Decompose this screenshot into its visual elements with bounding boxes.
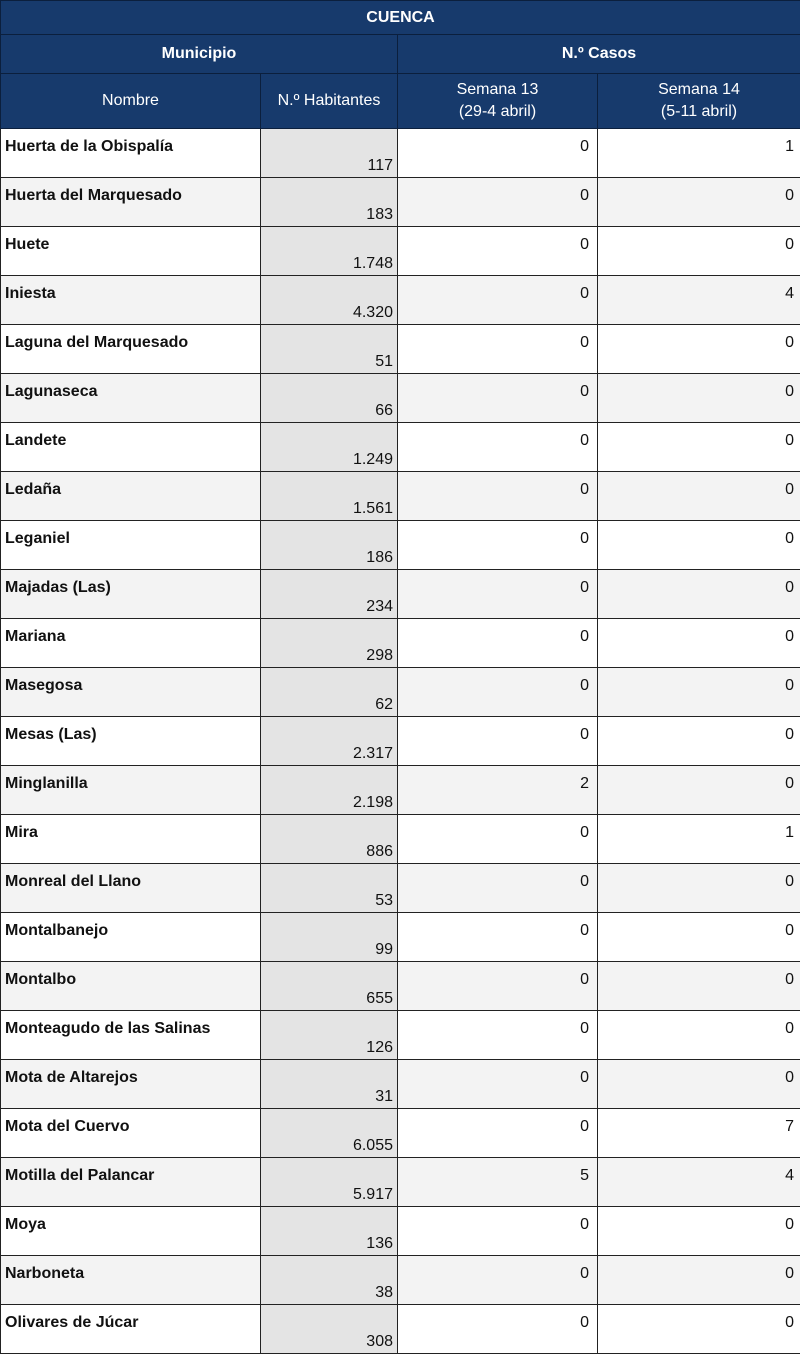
habitantes-cell: 1.249 xyxy=(261,423,398,472)
semana-13-cases-cell: 0 xyxy=(398,1256,598,1305)
habitantes-cell: 234 xyxy=(261,570,398,619)
table-row xyxy=(1,227,800,276)
habitantes-cell: 2.198 xyxy=(261,766,398,815)
table-row xyxy=(1,521,800,570)
semana-14-cases-cell: 0 xyxy=(598,178,800,227)
semana-13-cases-cell: 0 xyxy=(398,1207,598,1256)
table-row xyxy=(1,178,800,227)
municipio-name-cell: Minglanilla xyxy=(1,766,261,815)
semana-13-cases-cell: 0 xyxy=(398,325,598,374)
habitantes-cell: 126 xyxy=(261,1011,398,1060)
habitantes-cell: 117 xyxy=(261,129,398,178)
semana-13-cases-cell: 0 xyxy=(398,1060,598,1109)
municipio-name-cell: Montalbo xyxy=(1,962,261,1011)
semana-14-cases-cell: 7 xyxy=(598,1109,800,1158)
table-row xyxy=(1,815,800,864)
semana-14-cases-cell: 0 xyxy=(598,962,800,1011)
table-row xyxy=(1,374,800,423)
table-row xyxy=(1,717,800,766)
table-body xyxy=(1,129,800,1354)
habitantes-cell: 2.317 xyxy=(261,717,398,766)
semana-13-cases-cell: 0 xyxy=(398,374,598,423)
habitantes-cell: 308 xyxy=(261,1305,398,1354)
habitantes-cell: 183 xyxy=(261,178,398,227)
table-row xyxy=(1,1011,800,1060)
group-header-municipio: Municipio xyxy=(1,35,398,74)
municipio-name-cell: Huerta de la Obispalía xyxy=(1,129,261,178)
municipio-name-cell: Huete xyxy=(1,227,261,276)
habitantes-cell: 31 xyxy=(261,1060,398,1109)
semana-14-cases-cell: 0 xyxy=(598,619,800,668)
title-row xyxy=(1,1,800,35)
column-header-habitantes: N.º Habitantes xyxy=(261,74,398,129)
group-header-row xyxy=(1,35,800,74)
municipio-name-cell: Landete xyxy=(1,423,261,472)
table-row xyxy=(1,129,800,178)
column-header-semana-13-line2: (29-4 abril) xyxy=(398,101,597,123)
semana-14-cases-cell: 0 xyxy=(598,717,800,766)
semana-14-cases-cell: 0 xyxy=(598,570,800,619)
semana-14-cases-cell: 4 xyxy=(598,276,800,325)
table-row xyxy=(1,1207,800,1256)
semana-13-cases-cell: 0 xyxy=(398,962,598,1011)
semana-14-cases-cell: 0 xyxy=(598,1011,800,1060)
habitantes-cell: 53 xyxy=(261,864,398,913)
semana-13-cases-cell: 0 xyxy=(398,227,598,276)
habitantes-cell: 38 xyxy=(261,1256,398,1305)
semana-14-cases-cell: 0 xyxy=(598,1060,800,1109)
semana-14-cases-cell: 0 xyxy=(598,1207,800,1256)
habitantes-cell: 5.917 xyxy=(261,1158,398,1207)
column-header-semana-13 xyxy=(398,74,598,129)
semana-14-cases-cell: 0 xyxy=(598,668,800,717)
municipio-name-cell: Motilla del Palancar xyxy=(1,1158,261,1207)
column-header-semana-13-line1: Semana 13 xyxy=(398,79,597,101)
municipio-name-cell: Huerta del Marquesado xyxy=(1,178,261,227)
habitantes-cell: 1.748 xyxy=(261,227,398,276)
municipio-name-cell: Leganiel xyxy=(1,521,261,570)
habitantes-cell: 4.320 xyxy=(261,276,398,325)
semana-13-cases-cell: 0 xyxy=(398,178,598,227)
semana-14-cases-cell: 4 xyxy=(598,1158,800,1207)
habitantes-cell: 66 xyxy=(261,374,398,423)
table-row xyxy=(1,1158,800,1207)
semana-14-cases-cell: 0 xyxy=(598,1256,800,1305)
habitantes-cell: 6.055 xyxy=(261,1109,398,1158)
table-row xyxy=(1,423,800,472)
table-row xyxy=(1,325,800,374)
table-row xyxy=(1,962,800,1011)
semana-13-cases-cell: 0 xyxy=(398,717,598,766)
habitantes-cell: 886 xyxy=(261,815,398,864)
table-row xyxy=(1,472,800,521)
semana-14-cases-cell: 0 xyxy=(598,913,800,962)
municipio-name-cell: Monreal del Llano xyxy=(1,864,261,913)
table-row xyxy=(1,1256,800,1305)
semana-13-cases-cell: 0 xyxy=(398,1011,598,1060)
column-header-nombre: Nombre xyxy=(1,74,261,129)
semana-13-cases-cell: 0 xyxy=(398,472,598,521)
semana-13-cases-cell: 0 xyxy=(398,1305,598,1354)
municipio-name-cell: Majadas (Las) xyxy=(1,570,261,619)
municipio-name-cell: Ledaña xyxy=(1,472,261,521)
table-row xyxy=(1,766,800,815)
semana-13-cases-cell: 0 xyxy=(398,913,598,962)
habitantes-cell: 298 xyxy=(261,619,398,668)
municipio-name-cell: Montalbanejo xyxy=(1,913,261,962)
table-title: CUENCA xyxy=(1,1,800,35)
semana-13-cases-cell: 0 xyxy=(398,668,598,717)
table-row xyxy=(1,1060,800,1109)
municipio-name-cell: Mota del Cuervo xyxy=(1,1109,261,1158)
table-row xyxy=(1,619,800,668)
semana-14-cases-cell: 0 xyxy=(598,325,800,374)
municipio-name-cell: Mesas (Las) xyxy=(1,717,261,766)
habitantes-cell: 51 xyxy=(261,325,398,374)
column-header-row xyxy=(1,74,800,129)
habitantes-cell: 62 xyxy=(261,668,398,717)
semana-13-cases-cell: 0 xyxy=(398,815,598,864)
habitantes-cell: 1.561 xyxy=(261,472,398,521)
column-header-semana-14-line1: Semana 14 xyxy=(598,79,800,101)
semana-13-cases-cell: 0 xyxy=(398,1109,598,1158)
semana-14-cases-cell: 0 xyxy=(598,227,800,276)
semana-14-cases-cell: 1 xyxy=(598,815,800,864)
municipio-name-cell: Masegosa xyxy=(1,668,261,717)
habitantes-cell: 655 xyxy=(261,962,398,1011)
column-header-semana-14 xyxy=(598,74,800,129)
group-header-casos: N.º Casos xyxy=(398,35,800,74)
semana-13-cases-cell: 0 xyxy=(398,521,598,570)
semana-14-cases-cell: 0 xyxy=(598,423,800,472)
semana-13-cases-cell: 0 xyxy=(398,276,598,325)
table-row xyxy=(1,1109,800,1158)
table-row xyxy=(1,864,800,913)
semana-13-cases-cell: 5 xyxy=(398,1158,598,1207)
habitantes-cell: 99 xyxy=(261,913,398,962)
semana-14-cases-cell: 0 xyxy=(598,374,800,423)
semana-14-cases-cell: 0 xyxy=(598,521,800,570)
semana-14-cases-cell: 0 xyxy=(598,766,800,815)
semana-14-cases-cell: 0 xyxy=(598,1305,800,1354)
table-row xyxy=(1,276,800,325)
municipio-name-cell: Lagunaseca xyxy=(1,374,261,423)
municipio-name-cell: Mariana xyxy=(1,619,261,668)
municipio-name-cell: Moya xyxy=(1,1207,261,1256)
semana-13-cases-cell: 0 xyxy=(398,570,598,619)
semana-13-cases-cell: 2 xyxy=(398,766,598,815)
municipio-name-cell: Iniesta xyxy=(1,276,261,325)
table-row xyxy=(1,1305,800,1354)
table-row xyxy=(1,668,800,717)
column-header-semana-14-line2: (5-11 abril) xyxy=(598,101,800,123)
municipio-name-cell: Mira xyxy=(1,815,261,864)
municipio-name-cell: Narboneta xyxy=(1,1256,261,1305)
habitantes-cell: 186 xyxy=(261,521,398,570)
semana-13-cases-cell: 0 xyxy=(398,423,598,472)
municipio-name-cell: Olivares de Júcar xyxy=(1,1305,261,1354)
semana-13-cases-cell: 0 xyxy=(398,864,598,913)
semana-13-cases-cell: 0 xyxy=(398,619,598,668)
semana-13-cases-cell: 0 xyxy=(398,129,598,178)
table-row xyxy=(1,913,800,962)
habitantes-cell: 136 xyxy=(261,1207,398,1256)
semana-14-cases-cell: 0 xyxy=(598,864,800,913)
municipio-name-cell: Monteagudo de las Salinas xyxy=(1,1011,261,1060)
municipio-name-cell: Laguna del Marquesado xyxy=(1,325,261,374)
semana-14-cases-cell: 0 xyxy=(598,472,800,521)
semana-14-cases-cell: 1 xyxy=(598,129,800,178)
table-row xyxy=(1,570,800,619)
municipio-name-cell: Mota de Altarejos xyxy=(1,1060,261,1109)
